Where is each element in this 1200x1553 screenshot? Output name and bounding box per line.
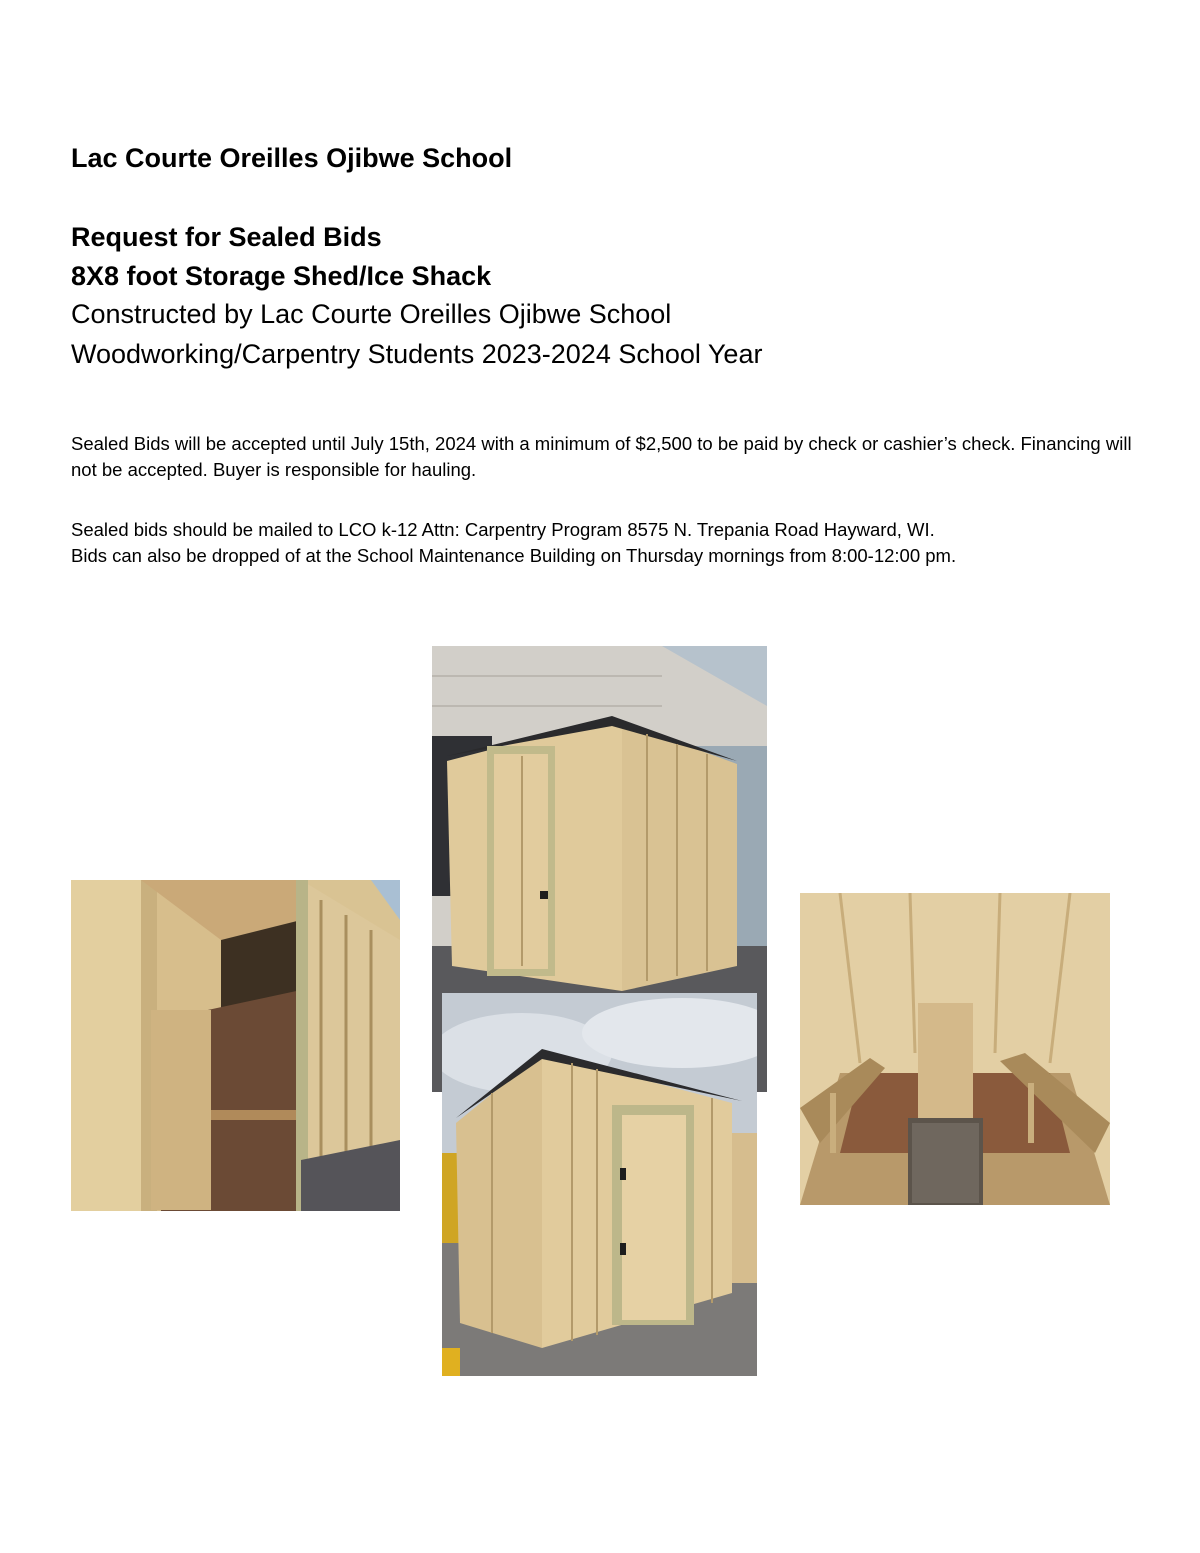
photo-shed-doorway-interior [71, 880, 400, 1211]
subtitle-line-2: Woodworking/Carpentry Students 2023-2024 School Year [71, 339, 763, 369]
shed-title: 8X8 foot Storage Shed/Ice Shack [71, 261, 492, 291]
photo-shed-exterior-angle [442, 993, 757, 1376]
school-name: Lac Courte Oreilles Ojibwe School [71, 143, 513, 173]
bid-terms-paragraph: Sealed Bids will be accepted until July 15th, 2024 with a minimum of $2,500 to be paid by check or cashier’s check. Financing will not be accepted. Buyer is responsible for hauling. [71, 433, 1132, 480]
delivery-line-2: Bids can also be dropped of at the School Maintenance Building on Thursday mornings from 8:00-12:00 pm. [71, 545, 957, 566]
subtitle-line-1: Constructed by Lac Courte Oreilles Ojibwe School [71, 299, 672, 329]
bid-title: Request for Sealed Bids [71, 222, 382, 252]
photo-shed-interior-benches [800, 893, 1110, 1205]
delivery-line-1: Sealed bids should be mailed to LCO k-12 Attn: Carpentry Program 8575 N. Trepania Road Hayward, WI. [71, 519, 935, 540]
delivery-paragraph [71, 517, 1151, 569]
